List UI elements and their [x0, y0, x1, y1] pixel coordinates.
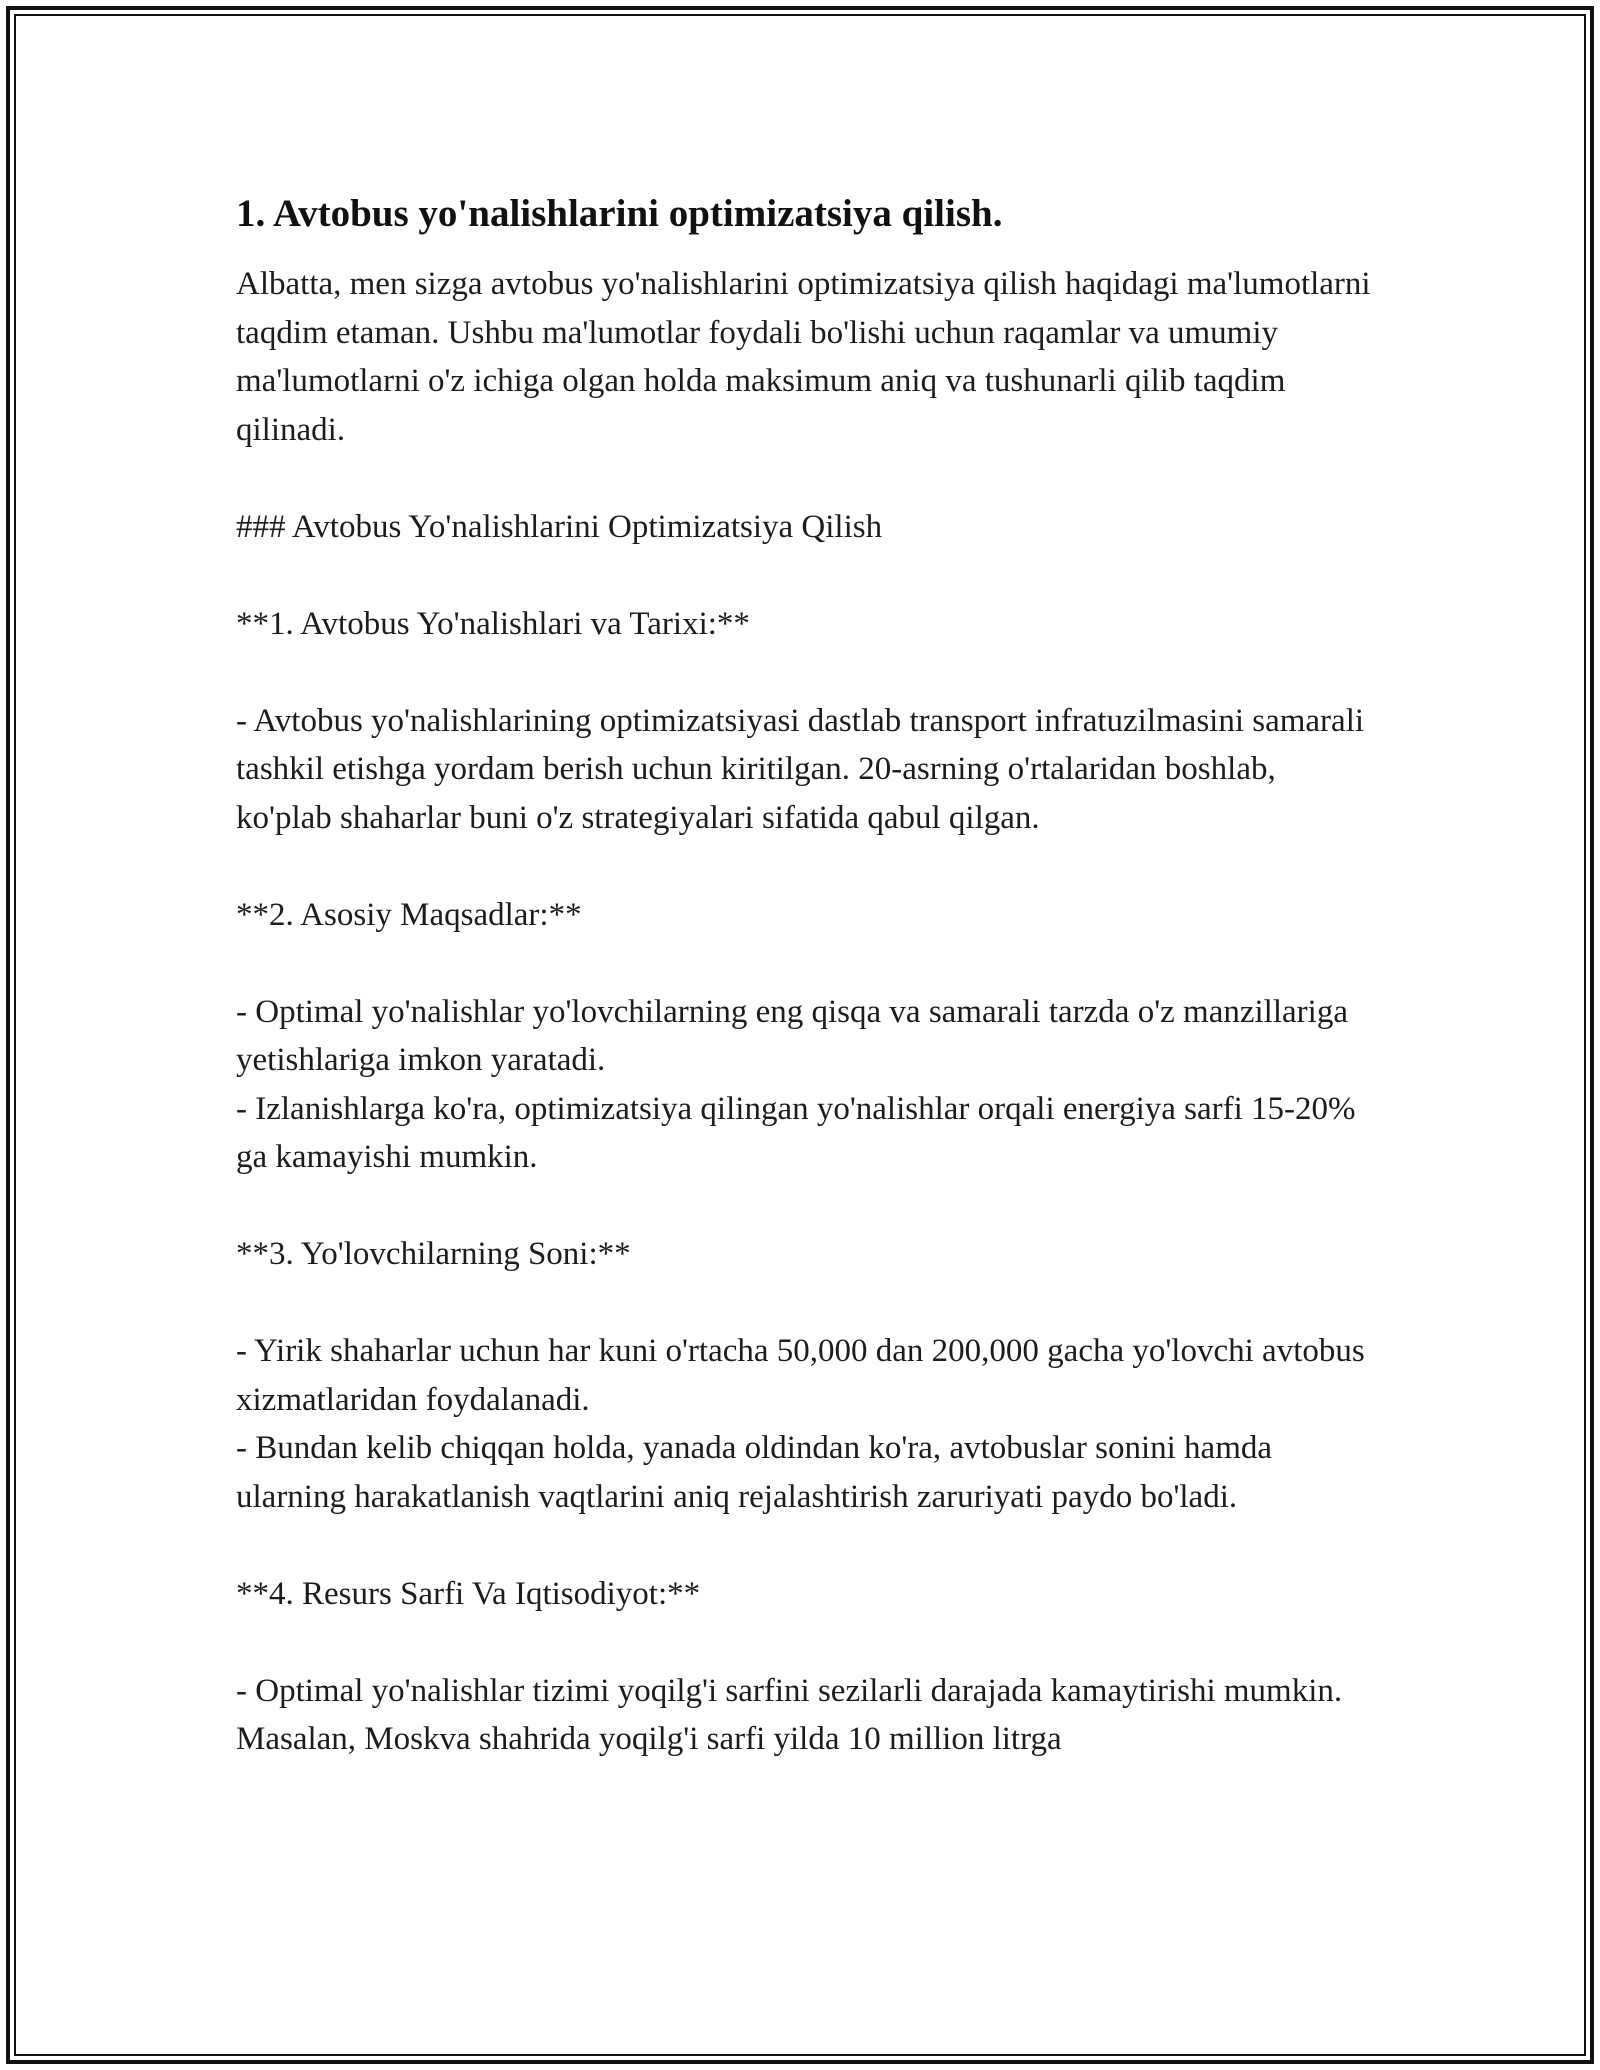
- spacer: [236, 1279, 1376, 1328]
- section-3-item-2: - Bundan kelib chiqqan holda, yanada oldindan ko'ra, avtobuslar sonini hamda ularning harakatlanish vaqtlarini aniq rejalashtirish zaruriyati paydo bo'ladi.: [236, 1430, 1273, 1515]
- section-4-title: **4. Resurs Sarfi Va Iqtisodiyot:**: [236, 1575, 701, 1612]
- spacer: [236, 551, 1376, 600]
- section-1-title: **1. Avtobus Yo'nalishlari va Tarixi:**: [236, 605, 750, 642]
- section-2-item-1: - Optimal yo'nalishlar yo'lovchilarning eng qisqa va samarali tarzda o'z manzillariga yetishlariga imkon yaratadi.: [236, 993, 1348, 1078]
- spacer: [236, 842, 1376, 891]
- intro-paragraph: Albatta, men sizga avtobus yo'nalishlarini optimizatsiya qilish haqidagi ma'lumotlarni taqdim etaman. Ushbu ma'lumotlar foydali bo'lishi uchun raqamlar va umumiy ma'lumotlarni o'z ichiga olgan holda maksimum aniq va tushunarli qilib taqdim qilinadi.: [236, 266, 1371, 448]
- section-1-item-1: - Avtobus yo'nalishlarining optimizatsiyasi dastlab transport infratuzilmasini samarali tashkil etishga yordam berish uchun kiritilgan. 20-asrning o'rtalaridan boshlab, ko'plab shaharlar buni o'z strategiyalari sifatida qabul qilgan.: [236, 702, 1365, 836]
- spacer: [236, 454, 1376, 503]
- spacer: [236, 939, 1376, 988]
- section-2-item-2: - Izlanishlarga ko'ra, optimizatsiya qilingan yo'nalishlar orqali energiya sarfi 15-20% ga kamayishi mumkin.: [236, 1090, 1356, 1175]
- document-title: 1. Avtobus yo'nalishlarini optimizatsiya qilish.: [236, 192, 1003, 235]
- spacer: [236, 1618, 1376, 1667]
- section-3-item-1: - Yirik shaharlar uchun har kuni o'rtacha 50,000 dan 200,000 gacha yo'lovchi avtobus xizmatlaridan foydalanadi.: [236, 1333, 1365, 1418]
- document-body: [236, 186, 1376, 1764]
- section-2-title: **2. Asosiy Maqsadlar:**: [236, 896, 582, 933]
- spacer: [236, 648, 1376, 697]
- spacer: [236, 1182, 1376, 1231]
- section-4-item-1: - Optimal yo'nalishlar tizimi yoqilg'i sarfini sezilarli darajada kamaytirishi mumkin. Masalan, Moskva shahrida yoqilg'i sarfi yilda 10 million litrga: [236, 1672, 1343, 1757]
- spacer: [236, 1521, 1376, 1570]
- section-heading: ### Avtobus Yo'nalishlarini Optimizatsiya Qilish: [236, 508, 883, 545]
- section-3-title: **3. Yo'lovchilarning Soni:**: [236, 1236, 631, 1272]
